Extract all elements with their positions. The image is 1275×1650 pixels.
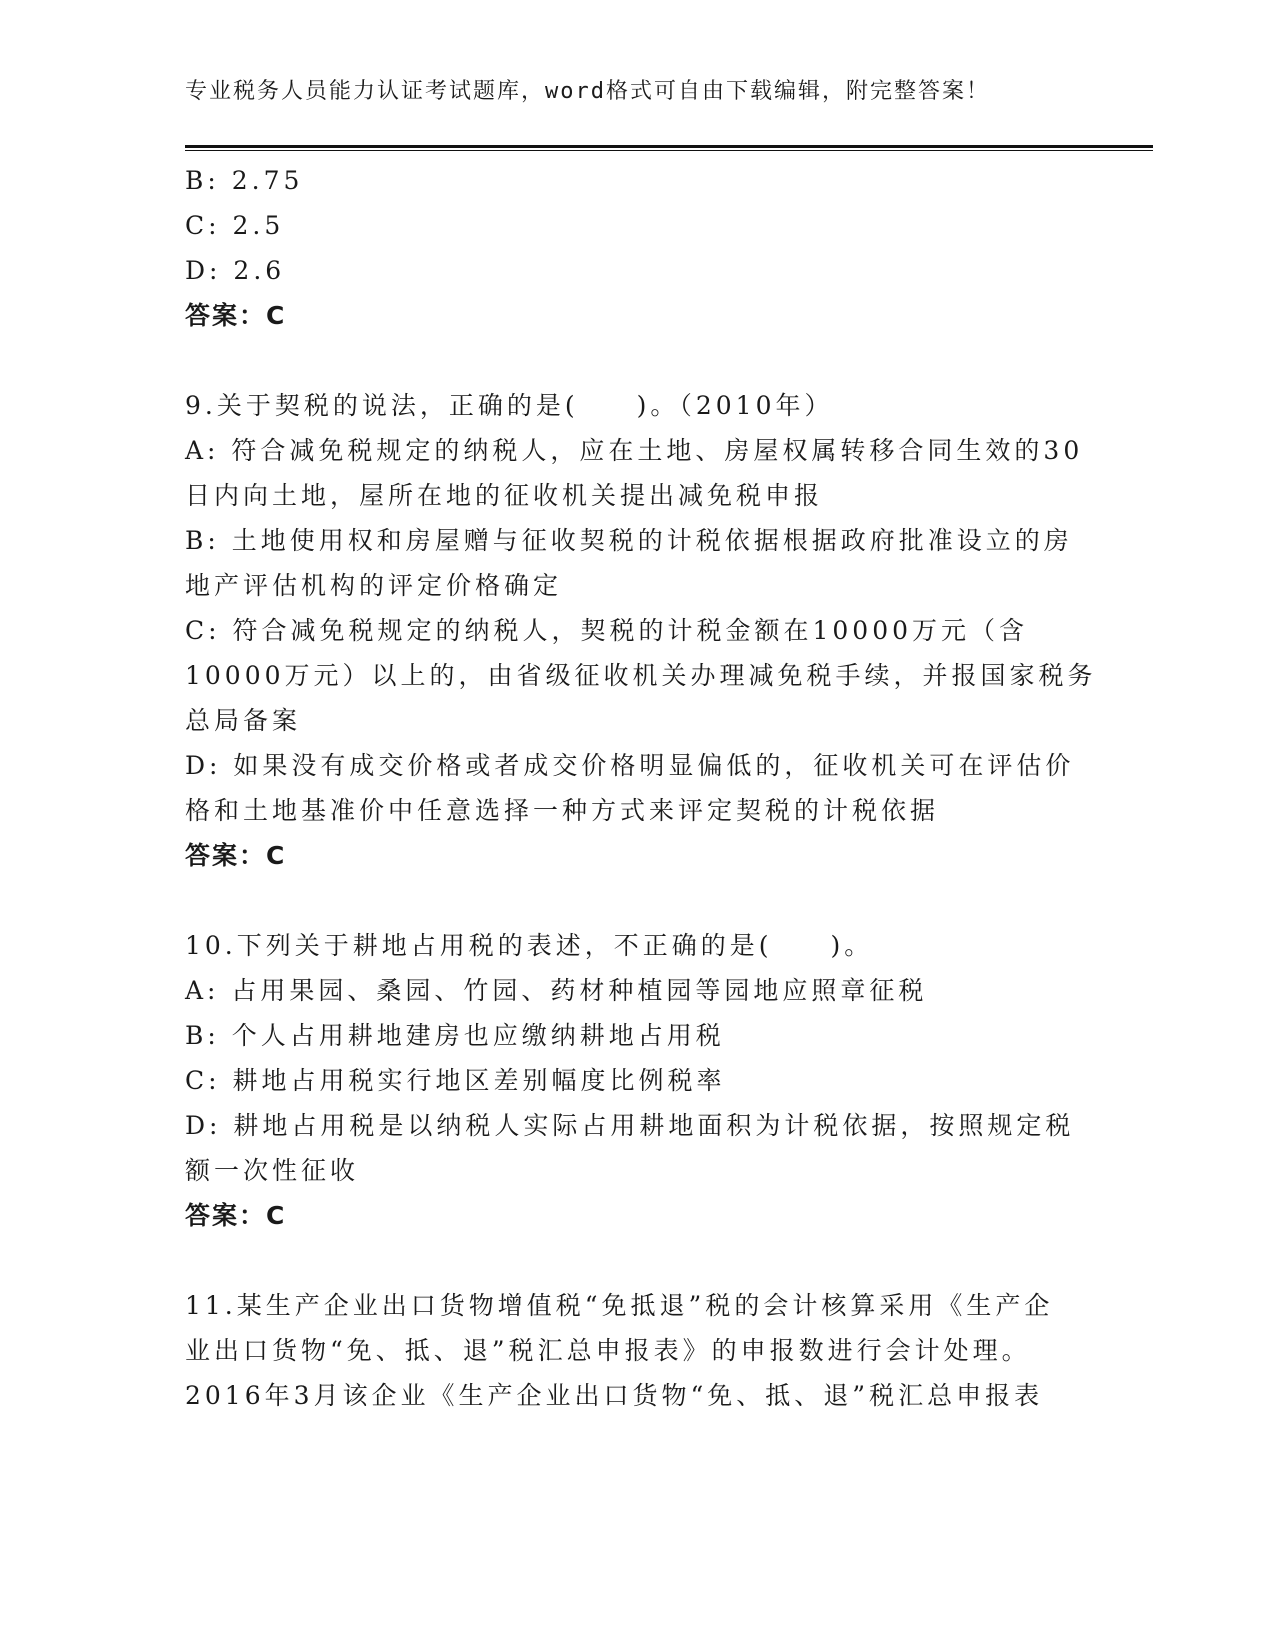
q11-stem-line3: 2016年3月该企业《生产企业出口货物“免、抵、退”税汇总申报表 [185,1381,1044,1410]
q9-option-c-line3: 总局备案 [185,706,302,735]
header-rule-thick [185,145,1153,148]
question-9 [185,383,1097,878]
q10-option-a: A: 占用果园、桑园、竹园、药材种植园等园地应照章征税 [185,976,928,1005]
q9-option-a-line2: 日内向土地，屋所在地的征收机关提出减免税申报 [185,481,824,510]
question-8-tail [185,158,1085,338]
q9-option-c-line2: 10000万元）以上的，由省级征收机关办理减免税手续，并报国家税务 [185,661,1097,690]
q9-option-c [185,608,1097,743]
header-rule-thin [185,150,1153,151]
q9-option-c-line1: C: 符合减免税规定的纳税人，契税的计税金额在10000万元（含 [185,616,1029,645]
q10-option-c: C: 耕地占用税实行地区差别幅度比例税率 [185,1066,726,1095]
q10-option-b: B: 个人占用耕地建房也应缴纳耕地占用税 [185,1021,725,1050]
q9-option-d-line2: 格和土地基准价中任意选择一种方式来评定契税的计税依据 [185,796,940,825]
q9-option-d-line1: D: 如果没有成交价格或者成交价格明显偏低的，征收机关可在评估价 [185,751,1075,780]
q9-stem: 9.关于契税的说法，正确的是( )。（2010年） [185,391,834,420]
document-body [185,158,1097,1418]
q8-option-c: C: 2.5 [185,211,285,240]
question-11 [185,1283,1085,1418]
q9-answer: 答案：C [185,841,287,870]
page-header: 专业税务人员能力认证考试题库，word格式可自由下载编辑，附完整答案！ [185,79,990,104]
q10-answer: 答案：C [185,1201,287,1230]
q9-option-d [185,743,1085,833]
q9-option-a-line1: A: 符合减免税规定的纳税人，应在土地、房屋权属转移合同生效的30 [185,436,1084,465]
q11-stem-line2: 业出口货物“免、抵、退”税汇总申报表》的申报数进行会计处理。 [185,1336,1031,1365]
q8-answer: 答案：C [185,301,287,330]
q9-option-b-line2: 地产评估机构的评定价格确定 [185,571,563,600]
question-10 [185,923,1085,1238]
q10-option-d-line1: D: 耕地占用税是以纳税人实际占用耕地面积为计税依据，按照规定税 [185,1111,1075,1140]
q10-stem: 10.下列关于耕地占用税的表述，不正确的是( )。 [185,931,874,960]
q10-option-d [185,1103,1085,1193]
q10-option-d-line2: 额一次性征收 [185,1156,360,1185]
q8-option-d: D: 2.6 [185,256,286,285]
q8-option-b: B: 2.75 [185,166,304,195]
q11-stem-line1: 11.某生产企业出口货物增值税“免抵退”税的会计核算采用《生产企 [185,1291,1054,1320]
q9-option-b-line1: B: 土地使用权和房屋赠与征收契税的计税依据根据政府批准设立的房 [185,526,1073,555]
q9-option-a [185,428,1085,518]
q9-option-b [185,518,1085,608]
